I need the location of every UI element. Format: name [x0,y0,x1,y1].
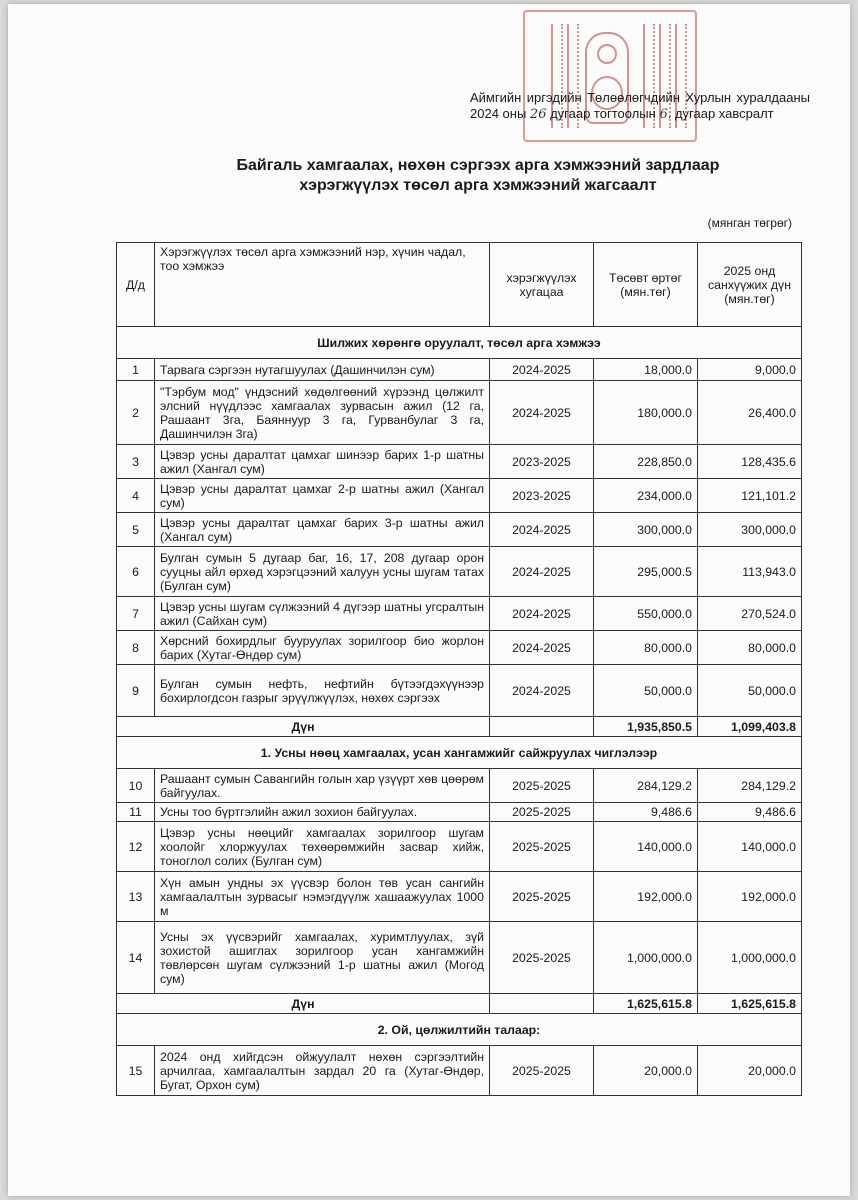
total-row [117,717,802,737]
row-number: 9 [117,665,155,717]
cost-cell: 284,129.2 [594,769,698,803]
cost-cell: 20,000.0 [594,1046,698,1096]
table-row [117,872,802,922]
duration-cell: 2025-2025 [490,769,594,803]
project-name: Цэвэр усны даралтат цамхаг барих 3-р шатны ажил (Хангал сум) [155,513,490,547]
annex-text: дугаар тогтоолын [550,106,656,121]
table-row [117,803,802,822]
funding-cell: 284,129.2 [698,769,802,803]
annex-text: дугаар хавсралт [674,106,774,121]
session-number: 26 [529,107,547,122]
duration-cell: 2024-2025 [490,359,594,381]
project-name: Усны тоо бүртгэлийн ажил зохион байгуулах. [155,803,490,822]
funding-cell: 9,486.6 [698,803,802,822]
cost-cell: 234,000.0 [594,479,698,513]
project-name: Рашаант сумын Савангийн голын хар үзүүрт хөв цөөрөм байгуулах. [155,769,490,803]
cost-cell: 140,000.0 [594,822,698,872]
funding-cell: 26,400.0 [698,381,802,445]
row-number: 14 [117,922,155,994]
total-funding: 1,625,615.8 [698,994,802,1014]
cost-cell: 300,000.0 [594,513,698,547]
projects-table [116,242,802,1096]
duration-cell: 2024-2025 [490,665,594,717]
project-name: Хүн амын ундны эх үүсвэр болон төв усан сангийн хамгаалалтын зурвасыг нэмэгдүүлж хашаажуулах 1000 м [155,872,490,922]
section-header-row [117,327,802,359]
cost-cell: 180,000.0 [594,381,698,445]
unit-note: (мянган төгрөг) [707,216,792,230]
funding-cell: 192,000.0 [698,872,802,922]
title-line-1: Байгаль хамгаалах, нөхөн сэргээх арга хэмжээний зардлаар [236,157,720,174]
cost-cell: 9,486.6 [594,803,698,822]
table-row [117,922,802,994]
duration-cell: 2024-2025 [490,631,594,665]
col-header-funding: 2025 онд санхүүжих дүн (мян.төг) [698,243,802,327]
col-header-name: Хэрэгжүүлэх төсөл арга хэмжээний нэр, хүчин чадал, тоо хэмжээ [155,243,490,327]
table-row [117,822,802,872]
table-header-row [117,243,802,327]
total-cost: 1,625,615.8 [594,994,698,1014]
duration-cell: 2025-2025 [490,922,594,994]
row-number: 13 [117,872,155,922]
annex-text: Аймгийн иргэдийн Төлөөлөгчдийн Хурлын хуралдааны 2024 оны [470,90,810,121]
section-header-row [117,737,802,769]
duration-cell: 2024-2025 [490,381,594,445]
total-cost: 1,935,850.5 [594,717,698,737]
row-number: 15 [117,1046,155,1096]
table-row [117,769,802,803]
cost-cell: 50,000.0 [594,665,698,717]
annex-reference: Аймгийн иргэдийн Төлөөлөгчдийн Хурлын хуралдааны 2024 оны 26 дугаар тогтоолын 6. дугаар хавсралт [470,90,810,122]
duration-cell: 2025-2025 [490,822,594,872]
total-label: Дүн [117,994,490,1014]
cost-cell: 18,000.0 [594,359,698,381]
row-number: 8 [117,631,155,665]
funding-cell: 50,000.0 [698,665,802,717]
project-name: Усны эх үүсвэрийг хамгаалах, хуримтлуулах, зүй зохистой ашиглах зорилгоор усан хангамжийн төвлөрсөн шугам сүлжээний 1-р шатны ажил (Могод сум) [155,922,490,994]
cost-cell: 1,000,000.0 [594,922,698,994]
col-header-cost: Төсөвт өртөг (мян.төг) [594,243,698,327]
table-row [117,1046,802,1096]
row-number: 4 [117,479,155,513]
cost-cell: 80,000.0 [594,631,698,665]
duration-cell: 2023-2025 [490,445,594,479]
cost-cell: 295,000.5 [594,547,698,597]
col-header-no: Д/д [117,243,155,327]
section-title: 1. Усны нөөц хамгаалах, усан хангамжийг сайжруулах чиглэлээр [117,737,802,769]
project-name: Булган сумын 5 дугаар баг, 16, 17, 208 дугаар орон сууцны айл өрхөд хэрэгцээний халуун усны шугам татах (Булган сум) [155,547,490,597]
table-row [117,547,802,597]
document-title [168,156,788,196]
table-row [117,597,802,631]
row-number: 12 [117,822,155,872]
project-name: Цэвэр усны даралтат цамхаг шинээр барих 1-р шатны ажил (Хангал сум) [155,445,490,479]
row-number: 7 [117,597,155,631]
total-row [117,994,802,1014]
project-name: "Тэрбум мод" үндэсний хөдөлгөөний хүрээнд цөлжилт элсний нүүдлээс хамгаалах зурвасын ажил (12 га, Рашаант 3га, Баяннуур 3 га, Гурванбулаг 3 га, Дашинчилэн 3га) [155,381,490,445]
funding-cell: 300,000.0 [698,513,802,547]
section-title: Шилжих хөрөнгө оруулалт, төсөл арга хэмжээ [117,327,802,359]
title-line-2: хэрэгжүүлэх төсөл арга хэмжээний жагсаалт [299,177,657,194]
col-header-duration: хэрэгжүүлэх хугацаа [490,243,594,327]
duration-cell: 2023-2025 [490,479,594,513]
duration-cell: 2025-2025 [490,803,594,822]
project-name: Тарвага сэргээн нутагшуулах (Дашинчилэн сум) [155,359,490,381]
cost-cell: 192,000.0 [594,872,698,922]
funding-cell: 80,000.0 [698,631,802,665]
section-title: 2. Ой, цөлжилтийн талаар: [117,1014,802,1046]
duration-cell: 2024-2025 [490,513,594,547]
duration-cell: 2024-2025 [490,597,594,631]
project-name: Цэвэр усны даралтат цамхаг 2-р шатны ажил (Хангал сум) [155,479,490,513]
row-number: 10 [117,769,155,803]
document-page [8,4,850,1196]
table-row [117,359,802,381]
table-row [117,381,802,445]
row-number: 2 [117,381,155,445]
funding-cell: 140,000.0 [698,822,802,872]
project-name: Булган сумын нефть, нефтийн бүтээгдэхүүнээр бохирлогдсон газрыг эрүүлжүүлэх, нөхөх сэргээх [155,665,490,717]
total-empty-cell [490,717,594,737]
row-number: 11 [117,803,155,822]
duration-cell: 2025-2025 [490,872,594,922]
total-label: Дүн [117,717,490,737]
funding-cell: 9,000.0 [698,359,802,381]
funding-cell: 113,943.0 [698,547,802,597]
table-row [117,513,802,547]
table-row [117,665,802,717]
row-number: 5 [117,513,155,547]
resolution-number: 6 [659,107,668,122]
project-name: Хөрсний бохирдлыг бууруулах зорилгоор био жорлон барих (Хутаг-Өндөр сум) [155,631,490,665]
funding-cell: 128,435.6 [698,445,802,479]
project-name: Цэвэр усны шугам сүлжээний 4 дүгээр шатны угсралтын ажил (Сайхан сум) [155,597,490,631]
row-number: 3 [117,445,155,479]
row-number: 1 [117,359,155,381]
funding-cell: 20,000.0 [698,1046,802,1096]
funding-cell: 121,101.2 [698,479,802,513]
table-row [117,445,802,479]
section-header-row [117,1014,802,1046]
project-name: Цэвэр усны нөөцийг хамгаалах зорилгоор шугам хоолойг хлоржуулах төхөөрөмжийн засвар хийж, тоноглол солих (Булган сум) [155,822,490,872]
row-number: 6 [117,547,155,597]
funding-cell: 270,524.0 [698,597,802,631]
table-row [117,479,802,513]
total-empty-cell [490,994,594,1014]
cost-cell: 228,850.0 [594,445,698,479]
table-row [117,631,802,665]
cost-cell: 550,000.0 [594,597,698,631]
duration-cell: 2024-2025 [490,547,594,597]
total-funding: 1,099,403.8 [698,717,802,737]
funding-cell: 1,000,000.0 [698,922,802,994]
project-name: 2024 онд хийгдсэн ойжуулалт нөхөн сэргээлтийн арчилгаа, хамгаалалтын зардал 20 га (Хутаг-Өндөр, Бугат, Орхон сум) [155,1046,490,1096]
duration-cell: 2025-2025 [490,1046,594,1096]
